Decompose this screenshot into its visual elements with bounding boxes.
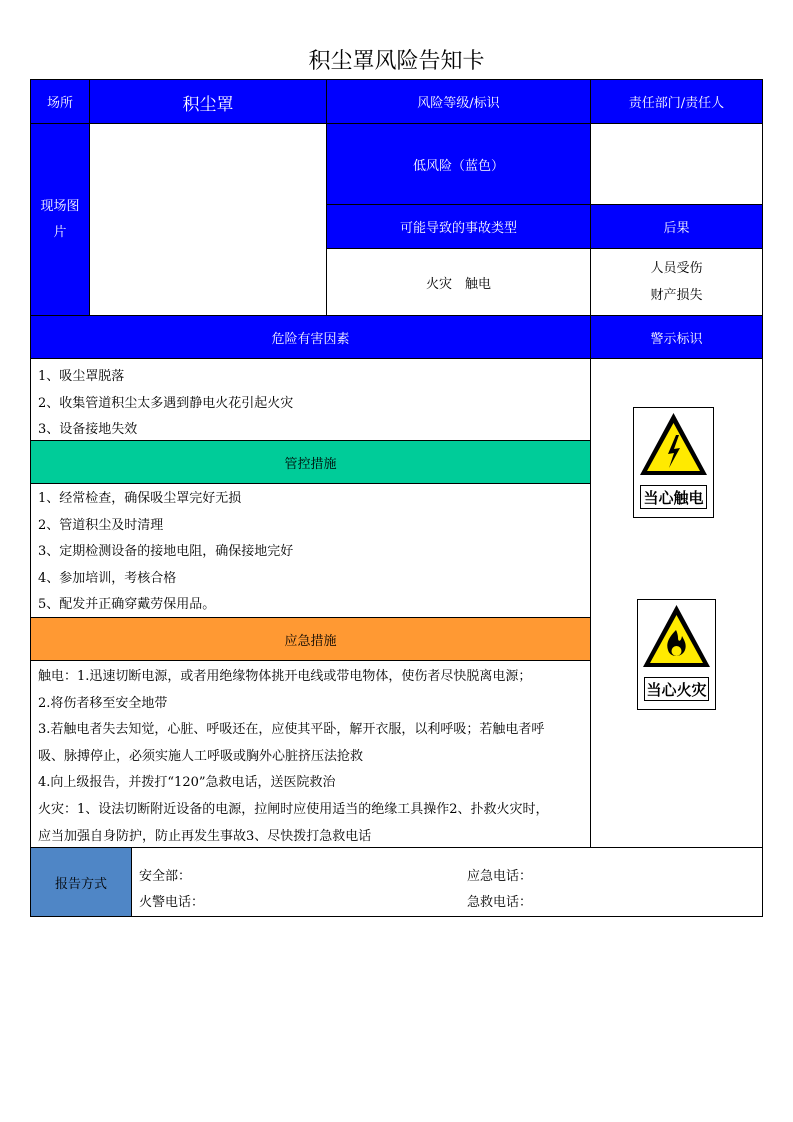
accident-types: 火灾 触电 [326, 248, 591, 316]
warning-label: 警示标识 [590, 315, 763, 359]
safety-dept: 安全部： [139, 869, 192, 884]
emergency-item: 触电：1.迅速切断电源，或者用绝缘物体挑开电线或带电物体，使伤者尽快脱离电源； [38, 669, 532, 684]
consequence-label: 后果 [590, 204, 763, 249]
report-label: 报告方式 [30, 847, 132, 917]
control-item: 4、参加培训，考核合格 [38, 570, 177, 586]
hazard-item: 2、收集管道积尘太多遇到静电火花引起火灾 [38, 395, 294, 411]
report-cell [131, 847, 763, 917]
hazard-item: 1、吸尘罩脱落 [38, 369, 125, 384]
sign-label: 当心火灾 [644, 677, 709, 701]
page-title: 积尘罩风险告知卡 [308, 49, 485, 74]
place-label: 场所 [30, 79, 90, 124]
emergency-item: 3.若触电者失去知觉，心脏、呼吸还在，应使其平卧，解开衣服，以利呼吸；若触电者呼 [38, 722, 545, 738]
photo-label: 现场图片 [30, 123, 90, 316]
controls-label: 管控措施 [30, 440, 591, 484]
risk-level-label: 风险等级/标识 [326, 79, 591, 124]
accident-type-label: 可能导致的事故类型 [326, 204, 591, 249]
emergency-label: 应急措施 [30, 617, 591, 661]
emergency-item: 吸、脉搏停止，必须实施人工呼吸或胸外心脏挤压法抢救 [38, 748, 364, 764]
hazards-label: 危险有害因素 [30, 315, 591, 359]
control-item: 5、配发并正确穿戴劳保用品。 [38, 597, 216, 612]
site-photo [89, 123, 327, 316]
fire-phone: 火警电话： [139, 895, 205, 910]
electric-shock-icon [634, 408, 713, 483]
controls-list [38, 486, 293, 619]
emergency-item: 2.将伤者移至安全地带 [38, 695, 168, 711]
emergency-list [38, 664, 549, 850]
responsible-label: 责任部门/责任人 [590, 79, 763, 124]
fire-sign [637, 599, 716, 710]
control-item: 1、经常检查，确保吸尘罩完好无损 [38, 491, 242, 506]
consequence-item: 人员受伤 [650, 261, 703, 276]
electric-shock-sign [633, 407, 714, 518]
consequence-item: 财产损失 [650, 288, 703, 303]
responsible-value [590, 123, 763, 205]
hazards-list [38, 364, 293, 444]
sign-label: 当心触电 [640, 485, 707, 509]
risk-level-value: 低风险（蓝色） [326, 123, 591, 205]
control-item: 2、管道积尘及时清理 [38, 517, 164, 533]
emergency-item: 火灾：1、设法切断附近设备的电源，拉闸时应使用适当的绝缘工具操作2、扑救火灾时， [38, 801, 549, 817]
emergency-phone: 应急电话： [467, 869, 533, 884]
emergency-item: 应当加强自身防护，防止再发生事故3、尽快拨打急救电话 [38, 828, 372, 844]
emergency-item: 4.向上级报告，并拨打“120”急救电话，送医院救治 [38, 775, 336, 791]
consequences [590, 248, 763, 316]
place-value: 积尘罩 [89, 79, 327, 124]
control-item: 3、定期检测设备的接地电阻，确保接地完好 [38, 544, 294, 559]
hazard-item: 3、设备接地失效 [38, 422, 138, 437]
fire-icon [638, 600, 715, 675]
ambulance-phone: 急救电话： [467, 895, 533, 910]
